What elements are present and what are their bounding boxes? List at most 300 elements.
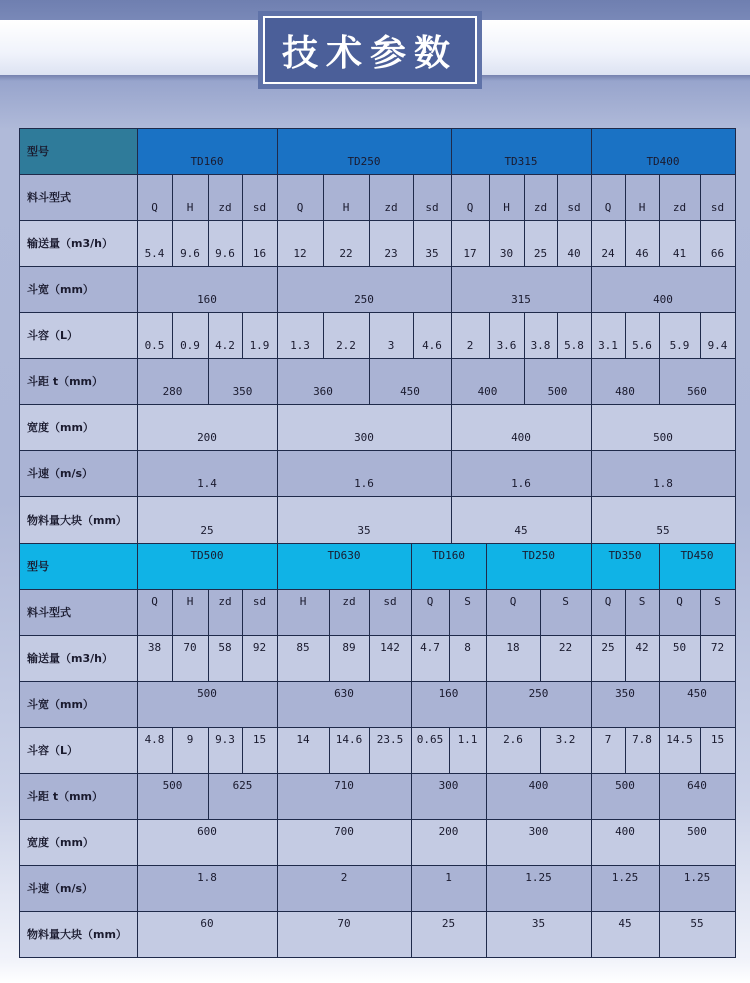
bucket-pitch-cell: 400 [477, 385, 498, 398]
capacity-cell: 18 [506, 641, 520, 654]
hopper-type-cell: sd [252, 595, 267, 608]
bucket-volume-cell: 1.3 [290, 339, 310, 352]
model-name: TD160 [431, 549, 466, 562]
hopper-type-cell: sd [567, 201, 581, 214]
grid-line [277, 819, 278, 866]
bucket-volume-cell: 3.2 [555, 733, 576, 746]
bucket-pitch-cell: 450 [400, 385, 420, 398]
lump-cell: 45 [618, 917, 632, 930]
row-label-hopper-type: 料斗型式 [27, 606, 71, 619]
grid-line [411, 773, 412, 820]
bucket-pitch-cell: 500 [615, 779, 635, 792]
hopper-type-cell: sd [383, 595, 397, 608]
grid-line [329, 635, 330, 682]
grid-line [277, 589, 278, 636]
capacity-cell: 9.6 [215, 247, 235, 260]
bucket-pitch-cell: 500 [162, 779, 183, 792]
grid-line [19, 543, 736, 544]
grid-line [323, 220, 324, 267]
grid-line [19, 128, 736, 129]
grid-line [591, 773, 592, 820]
bucket-volume-cell: 2.6 [503, 733, 523, 746]
row-label-bucket-pitch: 斗距 t（mm） [27, 375, 104, 388]
lump-cell: 70 [337, 917, 351, 930]
hopper-type-cell: Q [151, 201, 158, 214]
hopper-type-cell: Q [151, 595, 158, 608]
grid-line [277, 266, 278, 313]
hopper-type-cell: H [638, 201, 646, 214]
hopper-type-cell: H [299, 595, 307, 608]
bucket-width-cell: 400 [653, 293, 673, 306]
grid-line [591, 819, 592, 866]
grid-line [625, 589, 626, 636]
row-label-max-lump: 物料量大块（mm） [27, 513, 127, 527]
grid-line [451, 128, 452, 175]
hopper-type-cell: S [562, 595, 569, 608]
capacity-cell: 38 [147, 641, 162, 654]
capacity-cell: 46 [635, 247, 649, 260]
grid-line [659, 174, 660, 221]
bucket-width-cell: 450 [687, 687, 707, 700]
grid-line [329, 589, 330, 636]
grid-line [242, 312, 243, 359]
grid-line [735, 128, 736, 544]
grid-line [659, 865, 660, 912]
grid-line [486, 773, 487, 820]
page-title: 技术参数 [263, 16, 477, 84]
width-cell: 300 [354, 431, 374, 444]
grid-line [591, 681, 592, 728]
grid-line [451, 174, 452, 221]
grid-line [524, 312, 525, 359]
grid-line [625, 312, 626, 359]
grid-line [242, 174, 243, 221]
bucket-volume-cell: 4.6 [422, 339, 442, 352]
bucket-volume-cell: 14.5 [666, 733, 693, 746]
width-cell: 500 [653, 431, 673, 444]
bucket-width-cell: 160 [197, 293, 217, 306]
grid-line [486, 911, 487, 958]
grid-line [449, 635, 450, 682]
grid-line [277, 865, 278, 912]
model-name: TD450 [680, 549, 714, 562]
grid-line [208, 589, 209, 636]
spec-table [19, 128, 735, 958]
grid-line [625, 174, 626, 221]
grid-line [659, 312, 660, 359]
row-label-width: 宽度（mm） [27, 836, 94, 849]
grid-line [172, 635, 173, 682]
lump-cell: 55 [690, 917, 704, 930]
bucket-pitch-cell: 710 [334, 779, 354, 792]
grid-line [172, 589, 173, 636]
bucket-pitch-cell: 280 [162, 385, 183, 398]
bucket-pitch-cell: 500 [547, 385, 568, 398]
grid-line [591, 266, 592, 313]
bucket-volume-cell: 4.8 [144, 733, 165, 746]
bucket-volume-cell: 5.6 [632, 339, 652, 352]
grid-line [700, 589, 701, 636]
bucket-volume-cell: 7 [604, 733, 612, 746]
bucket-volume-cell: 9.3 [215, 733, 235, 746]
bucket-width-cell: 160 [438, 687, 459, 700]
grid-line [277, 496, 278, 544]
bucket-pitch-cell: 480 [615, 385, 635, 398]
grid-line [277, 543, 278, 590]
capacity-cell: 142 [380, 641, 400, 654]
hopper-type-cell: Q [426, 595, 434, 608]
grid-line [172, 727, 173, 774]
grid-line [659, 819, 660, 866]
grid-line [19, 266, 736, 267]
grid-line [451, 450, 452, 497]
grid-line [489, 220, 490, 267]
bucket-volume-cell: 0.9 [180, 339, 200, 352]
grid-line [486, 589, 487, 636]
grid-line [735, 543, 736, 958]
grid-line [486, 865, 487, 912]
grid-line [411, 589, 412, 636]
grid-line [277, 358, 278, 405]
hopper-type-cell: Q [296, 201, 304, 214]
hopper-type-cell: zd [218, 201, 232, 214]
hopper-type-cell: H [342, 201, 350, 214]
row-label-bucket-width: 斗宽（mm） [27, 283, 94, 296]
grid-line [557, 220, 558, 267]
hopper-type-cell: zd [533, 201, 548, 214]
grid-line [19, 220, 736, 221]
hopper-type-cell: sd [425, 201, 439, 214]
grid-line [19, 450, 736, 451]
grid-line [557, 174, 558, 221]
grid-line [591, 312, 592, 359]
bucket-volume-cell: 0.5 [144, 339, 165, 352]
capacity-cell: 50 [672, 641, 687, 654]
capacity-cell: 12 [293, 247, 307, 260]
grid-line [369, 220, 370, 267]
hopper-type-cell: Q [604, 595, 612, 608]
grid-line [625, 635, 626, 682]
grid-line [208, 358, 209, 405]
grid-line [172, 312, 173, 359]
capacity-cell: 42 [635, 641, 649, 654]
lump-cell: 35 [357, 524, 371, 537]
bucket-volume-cell: 1.9 [249, 339, 270, 352]
model-name: TD350 [608, 549, 642, 562]
grid-line [19, 727, 736, 728]
grid-line [369, 589, 370, 636]
grid-line [591, 404, 592, 451]
grid-line [591, 358, 592, 405]
lump-cell: 60 [200, 917, 214, 930]
title-box [258, 11, 482, 89]
grid-line [242, 589, 243, 636]
grid-line [277, 635, 278, 682]
lump-cell: 25 [200, 524, 214, 537]
capacity-cell: 66 [710, 247, 725, 260]
capacity-cell: 22 [339, 247, 353, 260]
model-name: TD630 [327, 549, 361, 562]
grid-line [411, 681, 412, 728]
grid-line [524, 358, 525, 405]
model-name: TD160 [190, 155, 224, 168]
capacity-cell: 30 [499, 247, 514, 260]
grid-line [659, 727, 660, 774]
lump-cell: 45 [514, 524, 528, 537]
grid-line [277, 128, 278, 175]
speed-cell: 1.6 [511, 477, 531, 490]
hopper-type-cell: sd [710, 201, 725, 214]
grid-line [524, 174, 525, 221]
width-cell: 200 [197, 431, 217, 444]
width-cell: 200 [438, 825, 459, 838]
grid-line [451, 266, 452, 313]
width-cell: 500 [687, 825, 707, 838]
grid-line [411, 543, 412, 590]
model-name: TD400 [646, 155, 680, 168]
bucket-pitch-cell: 560 [687, 385, 707, 398]
width-cell: 700 [334, 825, 354, 838]
grid-line [19, 865, 736, 866]
grid-line [19, 543, 20, 958]
grid-line [486, 543, 487, 590]
grid-line [369, 358, 370, 405]
speed-cell: 1.8 [197, 871, 217, 884]
bucket-volume-cell: 0.65 [416, 733, 444, 746]
grid-line [19, 819, 736, 820]
grid-line [489, 174, 490, 221]
grid-line [451, 312, 452, 359]
capacity-cell: 25 [533, 247, 548, 260]
grid-line [411, 865, 412, 912]
grid-line [277, 911, 278, 958]
width-cell: 400 [615, 825, 635, 838]
grid-line [413, 312, 414, 359]
grid-line [700, 727, 701, 774]
model-name: TD315 [504, 155, 538, 168]
width-cell: 400 [511, 431, 531, 444]
hopper-type-cell: Q [509, 595, 517, 608]
bucket-volume-cell: 14.6 [335, 733, 363, 746]
row-label-model: 型号 [27, 560, 49, 573]
capacity-cell: 8 [464, 641, 471, 654]
capacity-cell: 89 [342, 641, 356, 654]
speed-cell: 1.4 [197, 477, 217, 490]
grid-line [19, 358, 736, 359]
grid-line [277, 220, 278, 267]
capacity-cell: 41 [672, 247, 687, 260]
bucket-volume-cell: 7.8 [632, 733, 652, 746]
capacity-cell: 24 [601, 247, 615, 260]
bucket-width-cell: 350 [615, 687, 635, 700]
grid-line [659, 220, 660, 267]
grid-line [540, 635, 541, 682]
grid-line [489, 312, 490, 359]
grid-line [19, 312, 736, 313]
capacity-cell: 16 [252, 247, 267, 260]
grid-line [413, 174, 414, 221]
grid-line [659, 681, 660, 728]
grid-line [323, 312, 324, 359]
model-name: TD500 [190, 549, 224, 562]
bucket-volume-cell: 9 [186, 733, 194, 746]
grid-line [277, 727, 278, 774]
grid-line [208, 773, 209, 820]
grid-line [591, 727, 592, 774]
grid-line [411, 819, 412, 866]
row-label-capacity: 输送量（m3/h） [27, 237, 113, 250]
grid-line [486, 681, 487, 728]
capacity-cell: 5.4 [144, 247, 165, 260]
bucket-width-cell: 315 [511, 293, 531, 306]
grid-line [19, 773, 736, 774]
grid-line [19, 496, 736, 497]
grid-line [591, 128, 592, 175]
lump-cell: 55 [656, 524, 670, 537]
grid-line [19, 911, 736, 912]
grid-line [329, 727, 330, 774]
grid-line [591, 543, 592, 590]
grid-line [411, 911, 412, 958]
grid-line [19, 589, 736, 590]
bucket-pitch-cell: 625 [232, 779, 253, 792]
grid-line [486, 635, 487, 682]
bucket-pitch-cell: 300 [438, 779, 459, 792]
capacity-cell: 9.6 [180, 247, 200, 260]
grid-line [208, 220, 209, 267]
hopper-type-cell: Q [676, 595, 683, 608]
row-label-bucket-volume: 斗容（L） [27, 744, 79, 757]
grid-line [591, 174, 592, 221]
grid-line [540, 727, 541, 774]
grid-line [137, 128, 138, 544]
lump-cell: 25 [441, 917, 456, 930]
grid-line [369, 635, 370, 682]
capacity-cell: 25 [601, 641, 615, 654]
hopper-type-cell: sd [252, 201, 267, 214]
grid-line [451, 404, 452, 451]
bucket-width-cell: 250 [528, 687, 549, 700]
bucket-pitch-cell: 350 [232, 385, 253, 398]
bucket-width-cell: 630 [334, 687, 354, 700]
lump-cell: 35 [531, 917, 546, 930]
hopper-type-cell: Q [466, 201, 474, 214]
grid-line [524, 220, 525, 267]
grid-line [19, 681, 736, 682]
speed-cell: 1.25 [611, 871, 639, 884]
bucket-volume-cell: 1.1 [457, 733, 478, 746]
capacity-cell: 70 [183, 641, 197, 654]
row-label-bucket-speed: 斗速（m/s） [27, 467, 94, 480]
grid-line [242, 635, 243, 682]
grid-line [449, 727, 450, 774]
bucket-volume-cell: 5.8 [564, 339, 584, 352]
row-label-max-lump: 物料量大块（mm） [27, 928, 127, 941]
grid-line [700, 174, 701, 221]
bucket-pitch-cell: 400 [528, 779, 549, 792]
grid-line [208, 312, 209, 359]
grid-line [659, 589, 660, 636]
bucket-pitch-cell: 640 [687, 779, 707, 792]
speed-cell: 1.25 [525, 871, 552, 884]
grid-line [591, 589, 592, 636]
grid-line [486, 819, 487, 866]
grid-line [369, 312, 370, 359]
capacity-cell: 4.7 [420, 641, 440, 654]
row-label-capacity: 输送量（m3/h） [27, 652, 113, 665]
speed-cell: 2 [340, 871, 348, 884]
hopper-type-cell: zd [672, 201, 687, 214]
capacity-cell: 22 [558, 641, 573, 654]
capacity-cell: 17 [463, 247, 477, 260]
bucket-width-cell: 500 [197, 687, 217, 700]
grid-line [172, 174, 173, 221]
model-name: TD250 [521, 549, 556, 562]
row-label-bucket-pitch: 斗距 t（mm） [27, 790, 104, 803]
grid-line [277, 312, 278, 359]
hopper-type-cell: S [464, 595, 471, 608]
grid-line [411, 635, 412, 682]
grid-line [700, 635, 701, 682]
capacity-cell: 72 [710, 641, 725, 654]
speed-cell: 1.8 [653, 477, 673, 490]
grid-line [625, 727, 626, 774]
grid-line [208, 635, 209, 682]
grid-line [591, 911, 592, 958]
bucket-volume-cell: 9.4 [707, 339, 728, 352]
grid-line [277, 174, 278, 221]
row-label-bucket-width: 斗宽（mm） [27, 698, 94, 711]
row-label-width: 宽度（mm） [27, 421, 94, 434]
bucket-volume-cell: 3.8 [530, 339, 551, 352]
bucket-volume-cell: 3.6 [496, 339, 517, 352]
grid-line [451, 496, 452, 544]
speed-cell: 1 [445, 871, 452, 884]
grid-line [277, 773, 278, 820]
grid-line [19, 174, 736, 175]
capacity-cell: 85 [296, 641, 310, 654]
hopper-type-cell: S [638, 595, 646, 608]
grid-line [659, 543, 660, 590]
speed-cell: 1.6 [354, 477, 374, 490]
capacity-cell: 40 [567, 247, 581, 260]
grid-line [540, 589, 541, 636]
grid-line [625, 220, 626, 267]
grid-line [277, 681, 278, 728]
grid-line [591, 496, 592, 544]
grid-line [277, 450, 278, 497]
row-label-hopper-type: 料斗型式 [27, 191, 71, 204]
hopper-type-cell: zd [384, 201, 398, 214]
row-label-bucket-speed: 斗速（m/s） [27, 882, 94, 895]
grid-line [700, 312, 701, 359]
grid-line [659, 635, 660, 682]
capacity-cell: 23 [384, 247, 398, 260]
grid-line [369, 727, 370, 774]
width-cell: 300 [528, 825, 549, 838]
bucket-volume-cell: 23.5 [376, 733, 404, 746]
hopper-type-cell: Q [604, 201, 612, 214]
grid-line [449, 589, 450, 636]
grid-line [19, 957, 736, 958]
row-label-bucket-volume: 斗容（L） [27, 329, 79, 342]
grid-line [369, 174, 370, 221]
grid-line [277, 404, 278, 451]
grid-line [591, 220, 592, 267]
grid-line [413, 220, 414, 267]
bucket-volume-cell: 4.2 [215, 339, 235, 352]
hopper-type-cell: H [503, 201, 510, 214]
